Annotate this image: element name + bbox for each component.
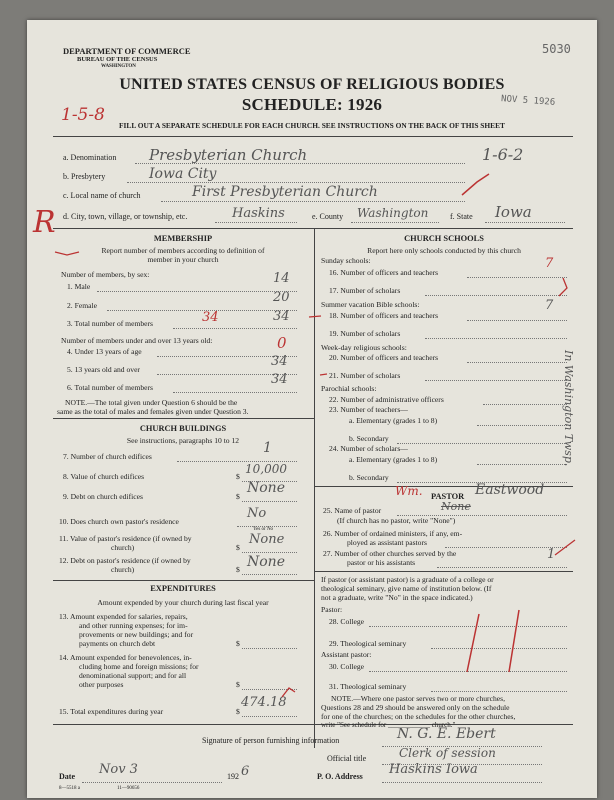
pastor-note-1: NOTE.—Where one pastor serves two or more churches, bbox=[331, 694, 505, 703]
membership-intro-2: member in your church bbox=[147, 255, 219, 264]
q2-label: 2. Female bbox=[67, 301, 97, 310]
q26-label-b: ployed as assistant pastors bbox=[347, 538, 427, 547]
slash-mark-icon bbox=[467, 614, 479, 672]
q14-label-c: denominational support; and for all bbox=[79, 671, 187, 680]
by-sex-label: Number of members, by sex: bbox=[61, 270, 150, 279]
hook-mark-icon bbox=[282, 688, 295, 697]
bureau-label: BUREAU OF THE CENSUS bbox=[77, 56, 158, 63]
official-title-value: Clerk of session bbox=[399, 746, 496, 760]
q15-dollar: $ bbox=[236, 707, 240, 716]
parochial-schools-label: Parochial schools: bbox=[321, 384, 377, 393]
pastor-note-3: for one of the churches; on the schedules for the other churches, bbox=[321, 712, 516, 721]
print-code-2: 11—90656 bbox=[117, 786, 140, 791]
date-line bbox=[82, 782, 222, 783]
hw-r-mark: R bbox=[33, 205, 56, 240]
expenditures-sub: Amount expended by your church during last fiscal year bbox=[97, 598, 269, 607]
pencil-marks bbox=[27, 20, 597, 798]
q7-value: 1 bbox=[263, 440, 272, 456]
q14-label-d: other purposes bbox=[79, 680, 124, 689]
po-address-value: Haskins Iowa bbox=[389, 762, 478, 777]
denomination-value: Presbyterian Church bbox=[149, 146, 308, 164]
official-title-label: Official title bbox=[327, 754, 367, 763]
q3-label: 3. Total number of members bbox=[67, 319, 154, 328]
q13-dollar: $ bbox=[236, 639, 240, 648]
date-label: Date bbox=[59, 772, 75, 781]
q31-label: 31. Theological seminary bbox=[329, 682, 407, 691]
q19-label: 19. Number of scholars bbox=[329, 329, 401, 338]
q2-value: 20 bbox=[273, 290, 290, 305]
membership-note-2: same as the total of males and females given under Question 3. bbox=[57, 407, 249, 416]
q29-label: 29. Theological seminary bbox=[329, 639, 407, 648]
yes-no-hint: Yes or No bbox=[253, 527, 274, 532]
weekday-schools-label: Week-day religious schools: bbox=[321, 343, 407, 352]
q24-label: 24. Number of scholars— bbox=[329, 444, 408, 453]
hw-code-right: 1-6-2 bbox=[482, 145, 524, 164]
q12-label-b: church) bbox=[111, 565, 135, 574]
slash-mark-icon-2 bbox=[509, 610, 519, 672]
q6-value: 34 bbox=[271, 372, 288, 387]
q13-label-b: and other running expenses; for im- bbox=[79, 621, 188, 630]
q27-label-a: 27. Number of other churches served by the bbox=[323, 549, 457, 558]
denomination-label: a. Denomination bbox=[63, 153, 117, 162]
pastor-prefix: Wm. bbox=[395, 484, 423, 498]
form-subtitle: SCHEDULE: 1926 bbox=[241, 95, 383, 114]
q1-value: 14 bbox=[273, 271, 290, 286]
q9-value: None bbox=[247, 480, 285, 496]
q25-label: 25. Name of pastor bbox=[323, 506, 382, 515]
presbytery-value: Iowa City bbox=[149, 166, 217, 182]
q30-label: 30. College bbox=[329, 662, 365, 671]
state-value: Iowa bbox=[495, 203, 532, 221]
q9-dollar: $ bbox=[236, 492, 240, 501]
buildings-sub: See instructions, paragraphs 10 to 12 bbox=[126, 436, 240, 445]
q13-label-c: provements or new buildings; and for bbox=[79, 630, 194, 639]
po-address-label: P. O. Address bbox=[317, 772, 363, 781]
q11-label-b: church) bbox=[111, 543, 135, 552]
stroke-mark-icon bbox=[555, 540, 575, 555]
q12-label-a: 12. Debt on pastor's residence (if owned by bbox=[59, 556, 191, 565]
county-label: e. County bbox=[312, 212, 344, 221]
check-mark-icon bbox=[462, 174, 489, 195]
q22-label: 22. Number of administrative officers bbox=[329, 395, 444, 404]
number-stamp: 5030 bbox=[542, 42, 571, 56]
q12-dollar: $ bbox=[236, 565, 240, 574]
signature-value: N. G. E. Ebert bbox=[397, 726, 496, 742]
q14-dollar: $ bbox=[236, 680, 240, 689]
q25-struck-value: None bbox=[441, 500, 471, 513]
q28-label: 28. College bbox=[329, 617, 365, 626]
department-label: DEPARTMENT OF COMMERCE bbox=[63, 46, 191, 56]
pastor-note-2: Questions 28 and 29 should be answered only on the schedule bbox=[321, 703, 510, 712]
assistant-sublabel: Assistant pastor: bbox=[321, 650, 372, 659]
q5-value: 34 bbox=[271, 354, 288, 369]
q23-label: 23. Number of teachers— bbox=[329, 405, 408, 414]
q8-value: 10,000 bbox=[245, 462, 287, 476]
q8-label: 8. Value of church edifices bbox=[63, 472, 145, 481]
expenditures-heading: EXPENDITURES bbox=[150, 584, 216, 593]
q16-value: 7 bbox=[545, 256, 554, 271]
q9-label: 9. Debt on church edifices bbox=[63, 492, 143, 501]
membership-note-1: NOTE.—The total given under Question 6 should be the bbox=[65, 398, 238, 407]
q20-label: 20. Number of officers and teachers bbox=[329, 353, 439, 362]
instruction-line: FILL OUT A SEPARATE SCHEDULE FOR EACH CHURCH. SEE INSTRUCTIONS ON THE BACK OF THIS SHEET bbox=[119, 121, 505, 130]
q24a-label: a. Elementary (grades 1 to 8) bbox=[349, 455, 438, 464]
q17-label: 17. Number of scholars bbox=[329, 286, 401, 295]
signature-label: Signature of person furnishing information bbox=[202, 736, 340, 745]
q21-label: 21. Number of scholars bbox=[329, 371, 401, 380]
year-prefix: 192 bbox=[227, 772, 239, 781]
year-value: 6 bbox=[241, 764, 250, 779]
date-stamp: NOV 5 1926 bbox=[500, 94, 556, 108]
city-label: WASHINGTON bbox=[101, 64, 136, 69]
schools-sub: Report here only schools conducted by this church bbox=[367, 246, 521, 255]
q16-label: 16. Number of officers and teachers bbox=[329, 268, 439, 277]
grad-note-1: If pastor (or assistant pastor) is a graduate of a college or bbox=[321, 575, 494, 584]
po-address-line bbox=[382, 782, 542, 783]
local-name-value: First Presbyterian Church bbox=[192, 184, 378, 200]
date-value: Nov 3 bbox=[99, 762, 138, 777]
pastor-sublabel: Pastor: bbox=[321, 605, 343, 614]
q13-label-a: 13. Amount expended for salaries, repairs, bbox=[59, 612, 188, 621]
q10-value: No bbox=[247, 506, 267, 521]
county-value: Washington bbox=[357, 206, 429, 220]
q15-value: 474.18 bbox=[241, 695, 287, 710]
q18-value: 7 bbox=[545, 298, 554, 313]
q7-label: 7. Number of church edifices bbox=[63, 452, 152, 461]
bracket-mark-icon bbox=[559, 278, 567, 296]
q27-value: 1 bbox=[547, 547, 556, 562]
q3-extra-value: 34 bbox=[202, 310, 219, 325]
city-field-label: d. City, town, village, or township, etc. bbox=[63, 212, 188, 221]
q26-label-a: 26. Number of ordained ministers, if any, em- bbox=[323, 529, 463, 538]
q25-note: (If church has no pastor, write "None") bbox=[337, 516, 456, 525]
q14-label-b: cluding home and foreign missions; for bbox=[79, 662, 199, 671]
city-value: Haskins bbox=[232, 206, 285, 221]
q5-label: 5. 13 years old and over bbox=[67, 365, 140, 374]
q24b-label: b. Secondary bbox=[349, 473, 389, 482]
print-code: 8—5518 a bbox=[59, 786, 80, 791]
pastor-heading: PASTOR bbox=[431, 492, 465, 501]
dash-mark-icon bbox=[55, 252, 79, 255]
q11-dollar: $ bbox=[236, 543, 240, 552]
buildings-heading: CHURCH BUILDINGS bbox=[139, 424, 227, 433]
q11-label-a: 11. Value of pastor's residence (if owned by bbox=[59, 534, 192, 543]
pastor-note-4: write "See schedule for ____________ church." bbox=[321, 721, 456, 729]
schools-heading: CHURCH SCHOOLS bbox=[404, 234, 484, 243]
membership-intro-1: Report number of members according to definition of bbox=[101, 246, 265, 255]
census-schedule-page bbox=[27, 20, 597, 798]
q23a-label: a. Elementary (grades 1 to 8) bbox=[349, 416, 438, 425]
q3-value: 34 bbox=[273, 309, 290, 324]
margin-note: In Washington Twsp. bbox=[562, 350, 575, 467]
q4-value: 0 bbox=[277, 334, 287, 352]
q11-value: None bbox=[249, 532, 285, 547]
tick-mark-icon-2 bbox=[320, 374, 327, 375]
q6-label: 6. Total number of members bbox=[67, 383, 154, 392]
q15-label: 15. Total expenditures during year bbox=[59, 707, 164, 716]
q12-value: None bbox=[247, 554, 285, 570]
q1-label: 1. Male bbox=[67, 282, 91, 291]
membership-heading: MEMBERSHIP bbox=[153, 234, 213, 243]
grad-note-3: not a graduate, write "No" in the space indicated.) bbox=[321, 593, 473, 602]
tick-mark-icon bbox=[309, 316, 321, 317]
q25-value: Eastwood bbox=[475, 482, 545, 498]
q14-label-a: 14. Amount expended for benevolences, in- bbox=[59, 653, 192, 662]
summer-schools-label: Summer vacation Bible schools: bbox=[321, 300, 420, 309]
q4-label: 4. Under 13 years of age bbox=[67, 347, 142, 356]
presbytery-label: b. Presbytery bbox=[63, 172, 106, 181]
q10-label: 10. Does church own pastor's residence bbox=[59, 517, 179, 526]
q18-label: 18. Number of officers and teachers bbox=[329, 311, 439, 320]
q27-label-b: pastor or his assistants bbox=[347, 558, 416, 567]
q8-dollar: $ bbox=[236, 472, 240, 481]
grad-note-2: theological seminary, give name of institution below. (If bbox=[321, 584, 492, 593]
hw-code-left: 1-5-8 bbox=[61, 105, 105, 125]
sunday-schools-label: Sunday schools: bbox=[321, 256, 371, 265]
form-title: UNITED STATES CENSUS OF RELIGIOUS BODIES bbox=[119, 76, 505, 93]
q23b-label: b. Secondary bbox=[349, 434, 389, 443]
q13-label-d: payments on church debt bbox=[79, 639, 156, 648]
under-over-label: Number of members under and over 13 years old: bbox=[61, 336, 213, 345]
state-label: f. State bbox=[450, 212, 473, 221]
local-name-label: c. Local name of church bbox=[63, 191, 141, 200]
